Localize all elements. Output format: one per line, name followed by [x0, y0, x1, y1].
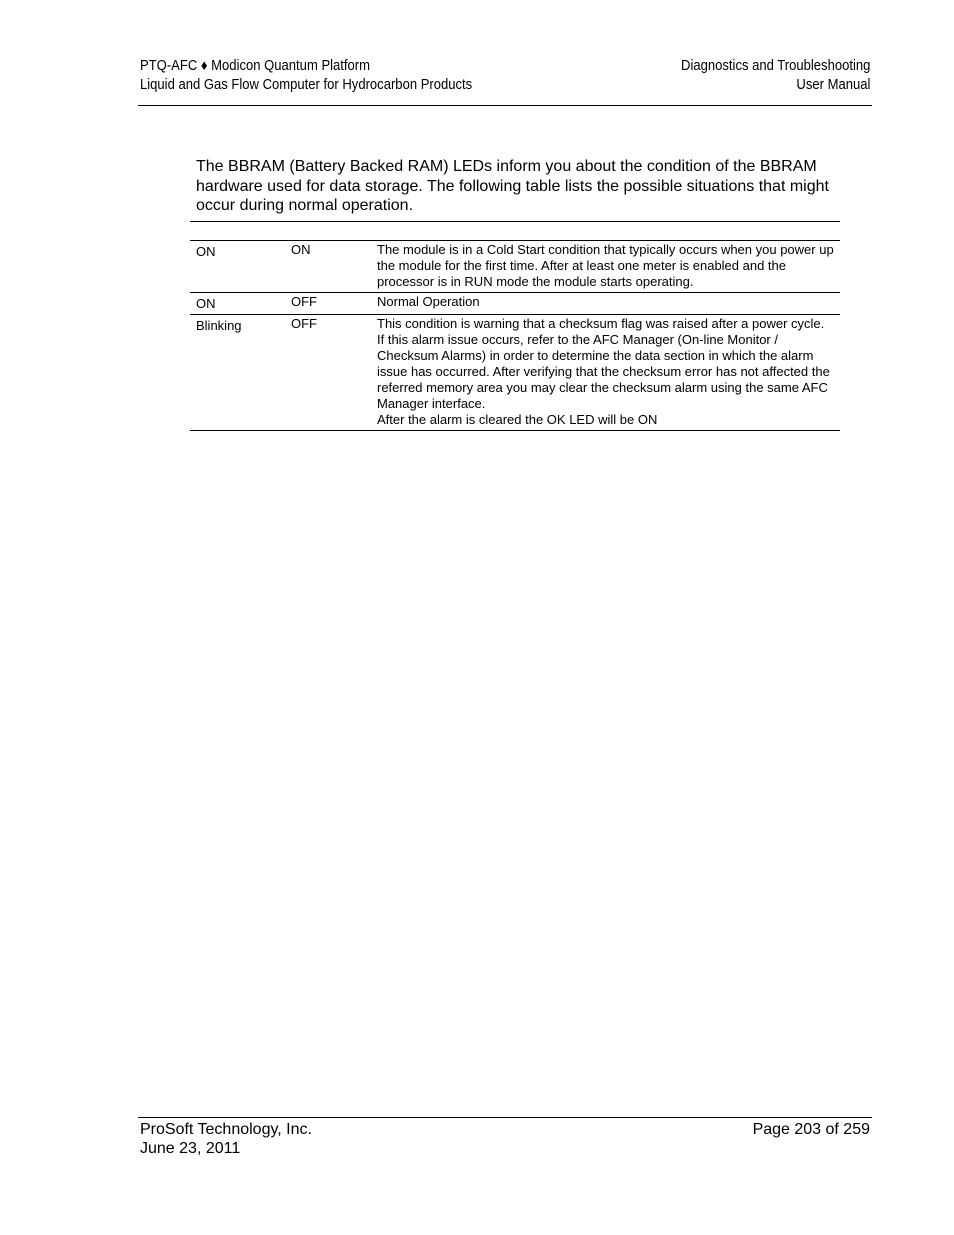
footer-divider [138, 1117, 872, 1118]
row-description-cell [371, 315, 840, 431]
header-right [681, 57, 870, 95]
doc-product-subtitle: Liquid and Gas Flow Computer for Hydrocarbon Products [140, 77, 473, 93]
row-description: This condition is warning that a checksum flag was raised after a power cycle. If this alarm issue occurs, refer to the AFC Manager (On-line Monitor / Checksum Alarms) in order to determine the data section in which the alarm issue has occurred. After verifying that the checksum error has not affected the referred memory area you may clear the checksum alarm using the same AFC Manager interface. [377, 316, 830, 411]
led1-state: Blinking [196, 318, 242, 333]
doc-product-title: PTQ-AFC ♦ Modicon Quantum Platform [140, 58, 371, 74]
table-top-divider [190, 221, 840, 222]
doc-type: User Manual [796, 77, 870, 93]
row-description: The module is in a Cold Start condition that typically occurs when you power up the module for the first time. After at least one meter is enabled and the processor is in RUN mode the module starts operating. [377, 242, 834, 289]
page-number: Page 203 of 259 [752, 1121, 870, 1138]
led2-state: OFF [291, 294, 317, 309]
led1-state: ON [196, 296, 216, 311]
footer-left [140, 1120, 312, 1158]
header-left [140, 57, 472, 95]
led2-state: OFF [291, 316, 317, 331]
company-name: ProSoft Technology, Inc. [140, 1121, 312, 1138]
doc-section-title: Diagnostics and Troubleshooting [680, 58, 870, 74]
table-row [190, 241, 840, 293]
row-description: Normal Operation [377, 294, 480, 309]
led1-state: ON [196, 244, 216, 259]
bbram-led-table [190, 240, 840, 431]
row-description-note: After the alarm is cleared the OK LED will be ON [377, 412, 658, 427]
table-row [190, 293, 840, 315]
table-row [190, 315, 840, 431]
led2-state: ON [291, 242, 311, 257]
intro-paragraph: The BBRAM (Battery Backed RAM) LEDs inform you about the condition of the BBRAM hardware used for data storage. The following table lists the possible situations that might occur during normal operation. [196, 158, 829, 215]
header-divider [138, 105, 872, 106]
publish-date: June 23, 2011 [140, 1140, 241, 1157]
